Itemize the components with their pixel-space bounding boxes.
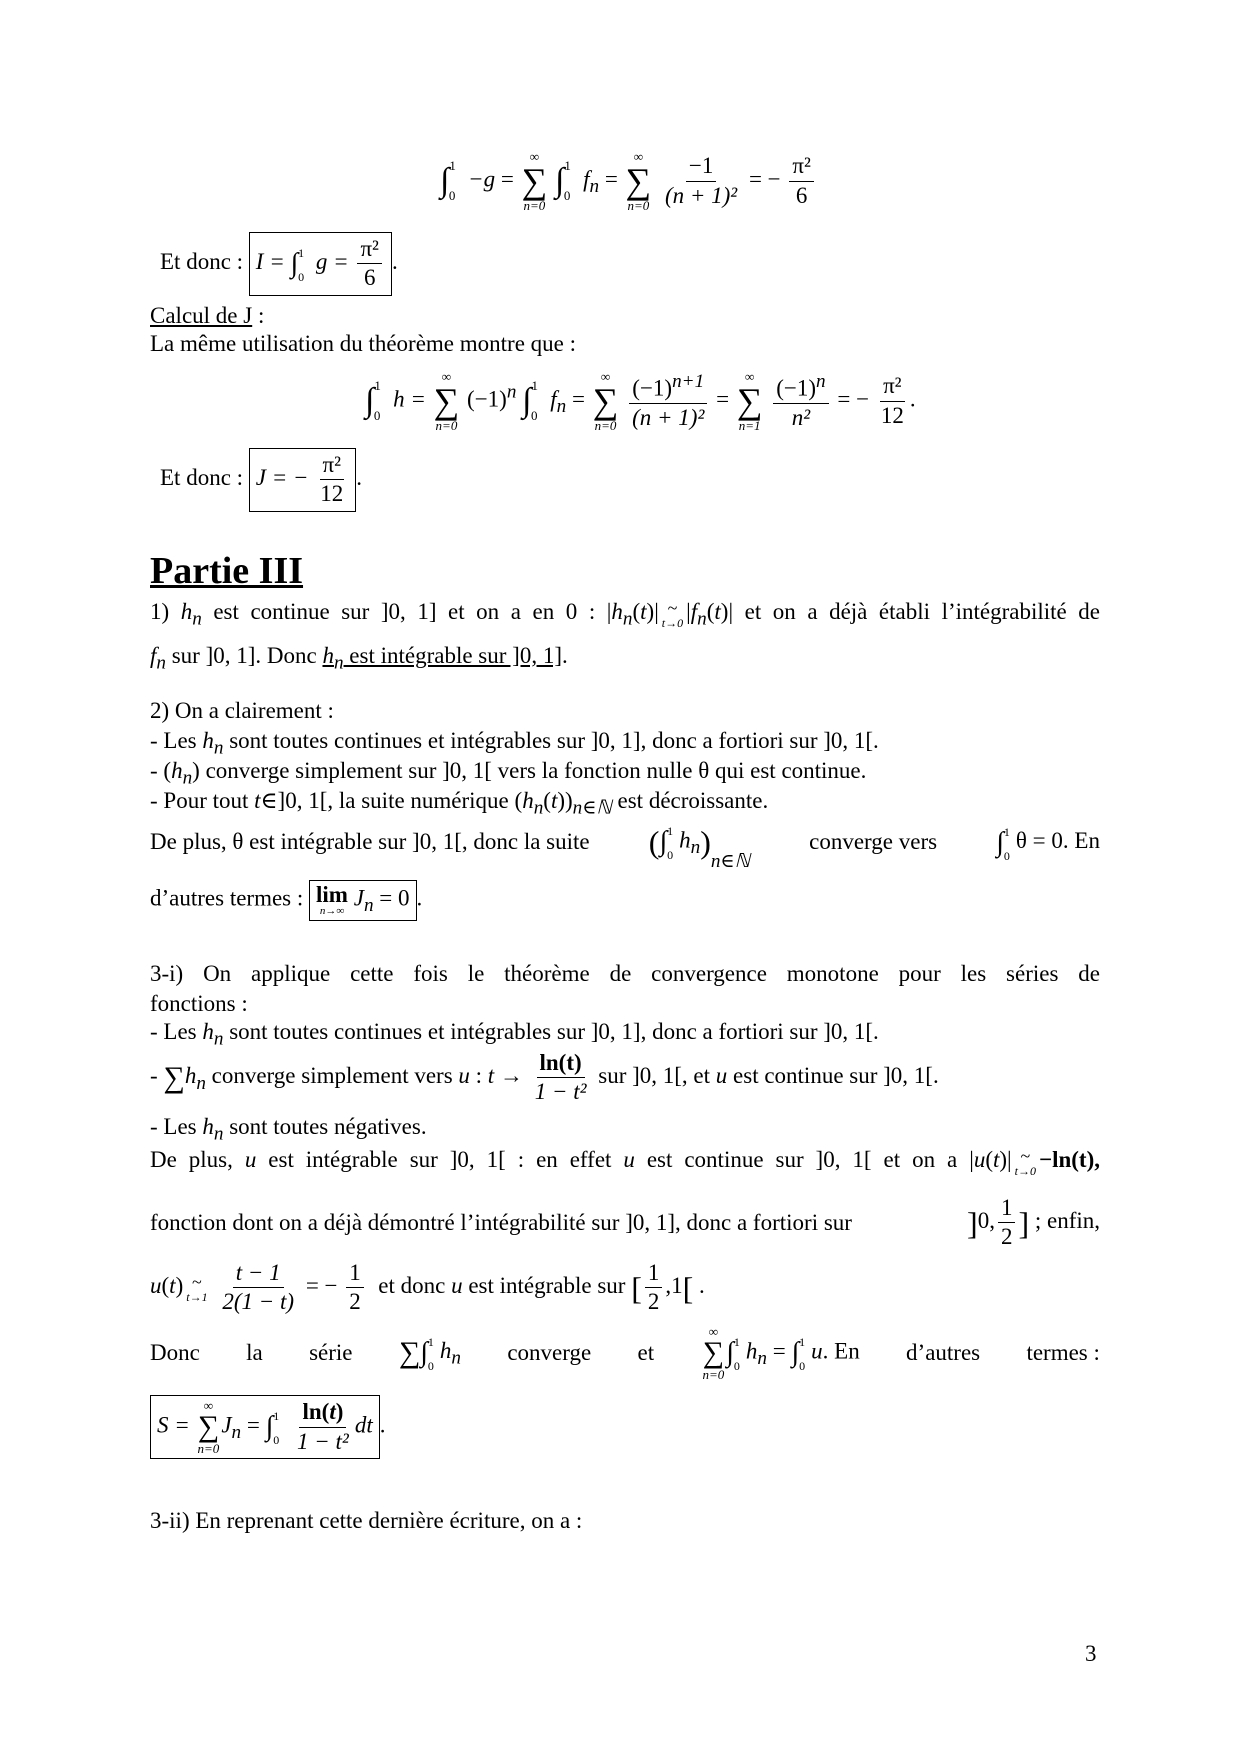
paragraph-2-line4: De plus, θ est intégrable sur ]0, 1[, donc la suite $(\int^1_0h_n)_{n\in ℕ}$ converge vers ∫$^1_0$θ = 0. En — [150, 824, 1100, 872]
boxed-result-I: I = ∫$^1_0$ g = $\frac{\text{π²}}{6}$ — [249, 232, 392, 296]
paragraph-3i-item2: - $\sum h_n$ converge simplement vers u : t → $\frac{\ln(t)}{\text{1 − t²}}$ sur ]0, 1[, et u est continue sur ]0, 1[. — [150, 1050, 939, 1105]
paragraph-2-intro: 2) On a clairement : — [150, 698, 334, 723]
equation-integral-g: ∫$^1_0$ −g = ∞ ∑ n=0 ∫$^1_0$ $f_n$ = ∞ ∑ n=0 $\frac{-1}{\text{(n + 1)²}}$ = − $\frac{\text{π²}}{6}$ — [440, 150, 817, 212]
heading-calcul-J: Calcul de J : — [150, 303, 265, 328]
paragraph-2-item2: - $(h_n)$ converge simplement sur ]0, 1[ vers la fonction nulle θ qui est continue. — [150, 758, 867, 789]
paragraph-3ii: 3-ii) En reprenant cette dernière écriture, on a : — [150, 1508, 583, 1533]
boxed-lim-Jn: lim n→∞ $J_n = 0$ — [309, 880, 416, 921]
paragraph-3i-item3: - Les $h_n$ sont toutes négatives. — [150, 1114, 427, 1145]
boxed-result-J: J = − $\frac{\text{π²}}{12}$ — [249, 448, 357, 512]
result-J: Et donc : J = − $\frac{\text{π²}}{12}$ . — [160, 448, 362, 512]
equation-integral-h: ∫$^1_0$ h = ∞ ∑ n=0 $(-1)^n$ ∫$^1_0$ $f_n$ = ∞ ∑ n=0 $\frac{(-1)^{n+1}}{\text{(n + 1)²}}$ = ∞ ∑ n=1 $\frac{(-1)^n}{\text{n²}}$ = − $\frac{\text{π²}}{12}$ . — [365, 369, 916, 433]
boxed-result-S: S = ∞ ∑ n=0 $J_n = \int^1_0$ $\frac{\ln(t)}{\text{1 − t²}}$ dt — [150, 1395, 380, 1459]
section-title-partie-III: Partie III — [150, 550, 304, 592]
result-S: S = ∞ ∑ n=0 $J_n = \int^1_0$ $\frac{\ln(t)}{\text{1 − t²}}$ dt . — [150, 1395, 385, 1459]
paragraph-3i-intro-line1: 3-i) On applique cette fois le théorème de convergence monotone pour les séries de — [150, 961, 1100, 986]
text-same-theorem: La même utilisation du théorème montre que : — [150, 331, 577, 356]
paragraph-2-item3: - Pour tout t∈]0, 1[, la suite numérique $(h_n(t))_{n\in ℕ}$ est décroissante. — [150, 788, 769, 819]
paragraph-3i-line5: fonction dont on a déjà démontré l’intégrabilité sur ]0, 1], donc a fortiori sur ]0, $\frac{1}{2}$ ] ; enfin, — [150, 1195, 1100, 1250]
paragraph-2-line5: d’autres termes : lim n→∞ $J_n = 0$ . — [150, 880, 1100, 921]
paragraph-3i-item1: - Les $h_n$ sont toutes continues et intégrables sur ]0, 1], donc a fortiori sur ]0, 1[. — [150, 1019, 879, 1050]
paragraph-3i-intro-line2: fonctions : — [150, 991, 248, 1016]
paragraph-3i-line7: Donc la série $\sum\int^1_0h_n$ converge et ∞ ∑ n=0 $\int^1_0h_n = \int^1_0u$. En d’autres termes : — [150, 1324, 1100, 1382]
result-I: Et donc : I = ∫$^1_0$ g = $\frac{\text{π²}}{6}$ . — [160, 232, 398, 296]
paragraph-3i-line6: u(t) ~ t→1 $\frac{t - 1}{2(1 - t)}$ = − $\frac{1}{2}$ et donc u est intégrable sur [ $\frac{1}{2}$ ,1[ . — [150, 1260, 705, 1315]
paragraph-3i-line4: De plus, u est intégrable sur ]0, 1[ : en effet u est continue sur ]0, 1[ et on a |u(t)| ~ t→0 −ln(t), — [150, 1145, 1100, 1178]
paragraph-1-line1: 1) $h_n$ est continue sur ]0, 1] et on a en 0 : $|h_n(t)|$ ~ t→0 $|f_n(t)|$ et on a déjà établi l’intégrabilité de — [150, 597, 1101, 630]
paragraph-1-line2: $f_n$ sur ]0, 1]. Donc $h_n$ est intégrable sur ]0, 1]. — [150, 643, 568, 674]
page-number: 3 — [1085, 1641, 1097, 1666]
paragraph-2-item1: - Les $h_n$ sont toutes continues et intégrables sur ]0, 1], donc a fortiori sur ]0, 1[. — [150, 728, 879, 759]
